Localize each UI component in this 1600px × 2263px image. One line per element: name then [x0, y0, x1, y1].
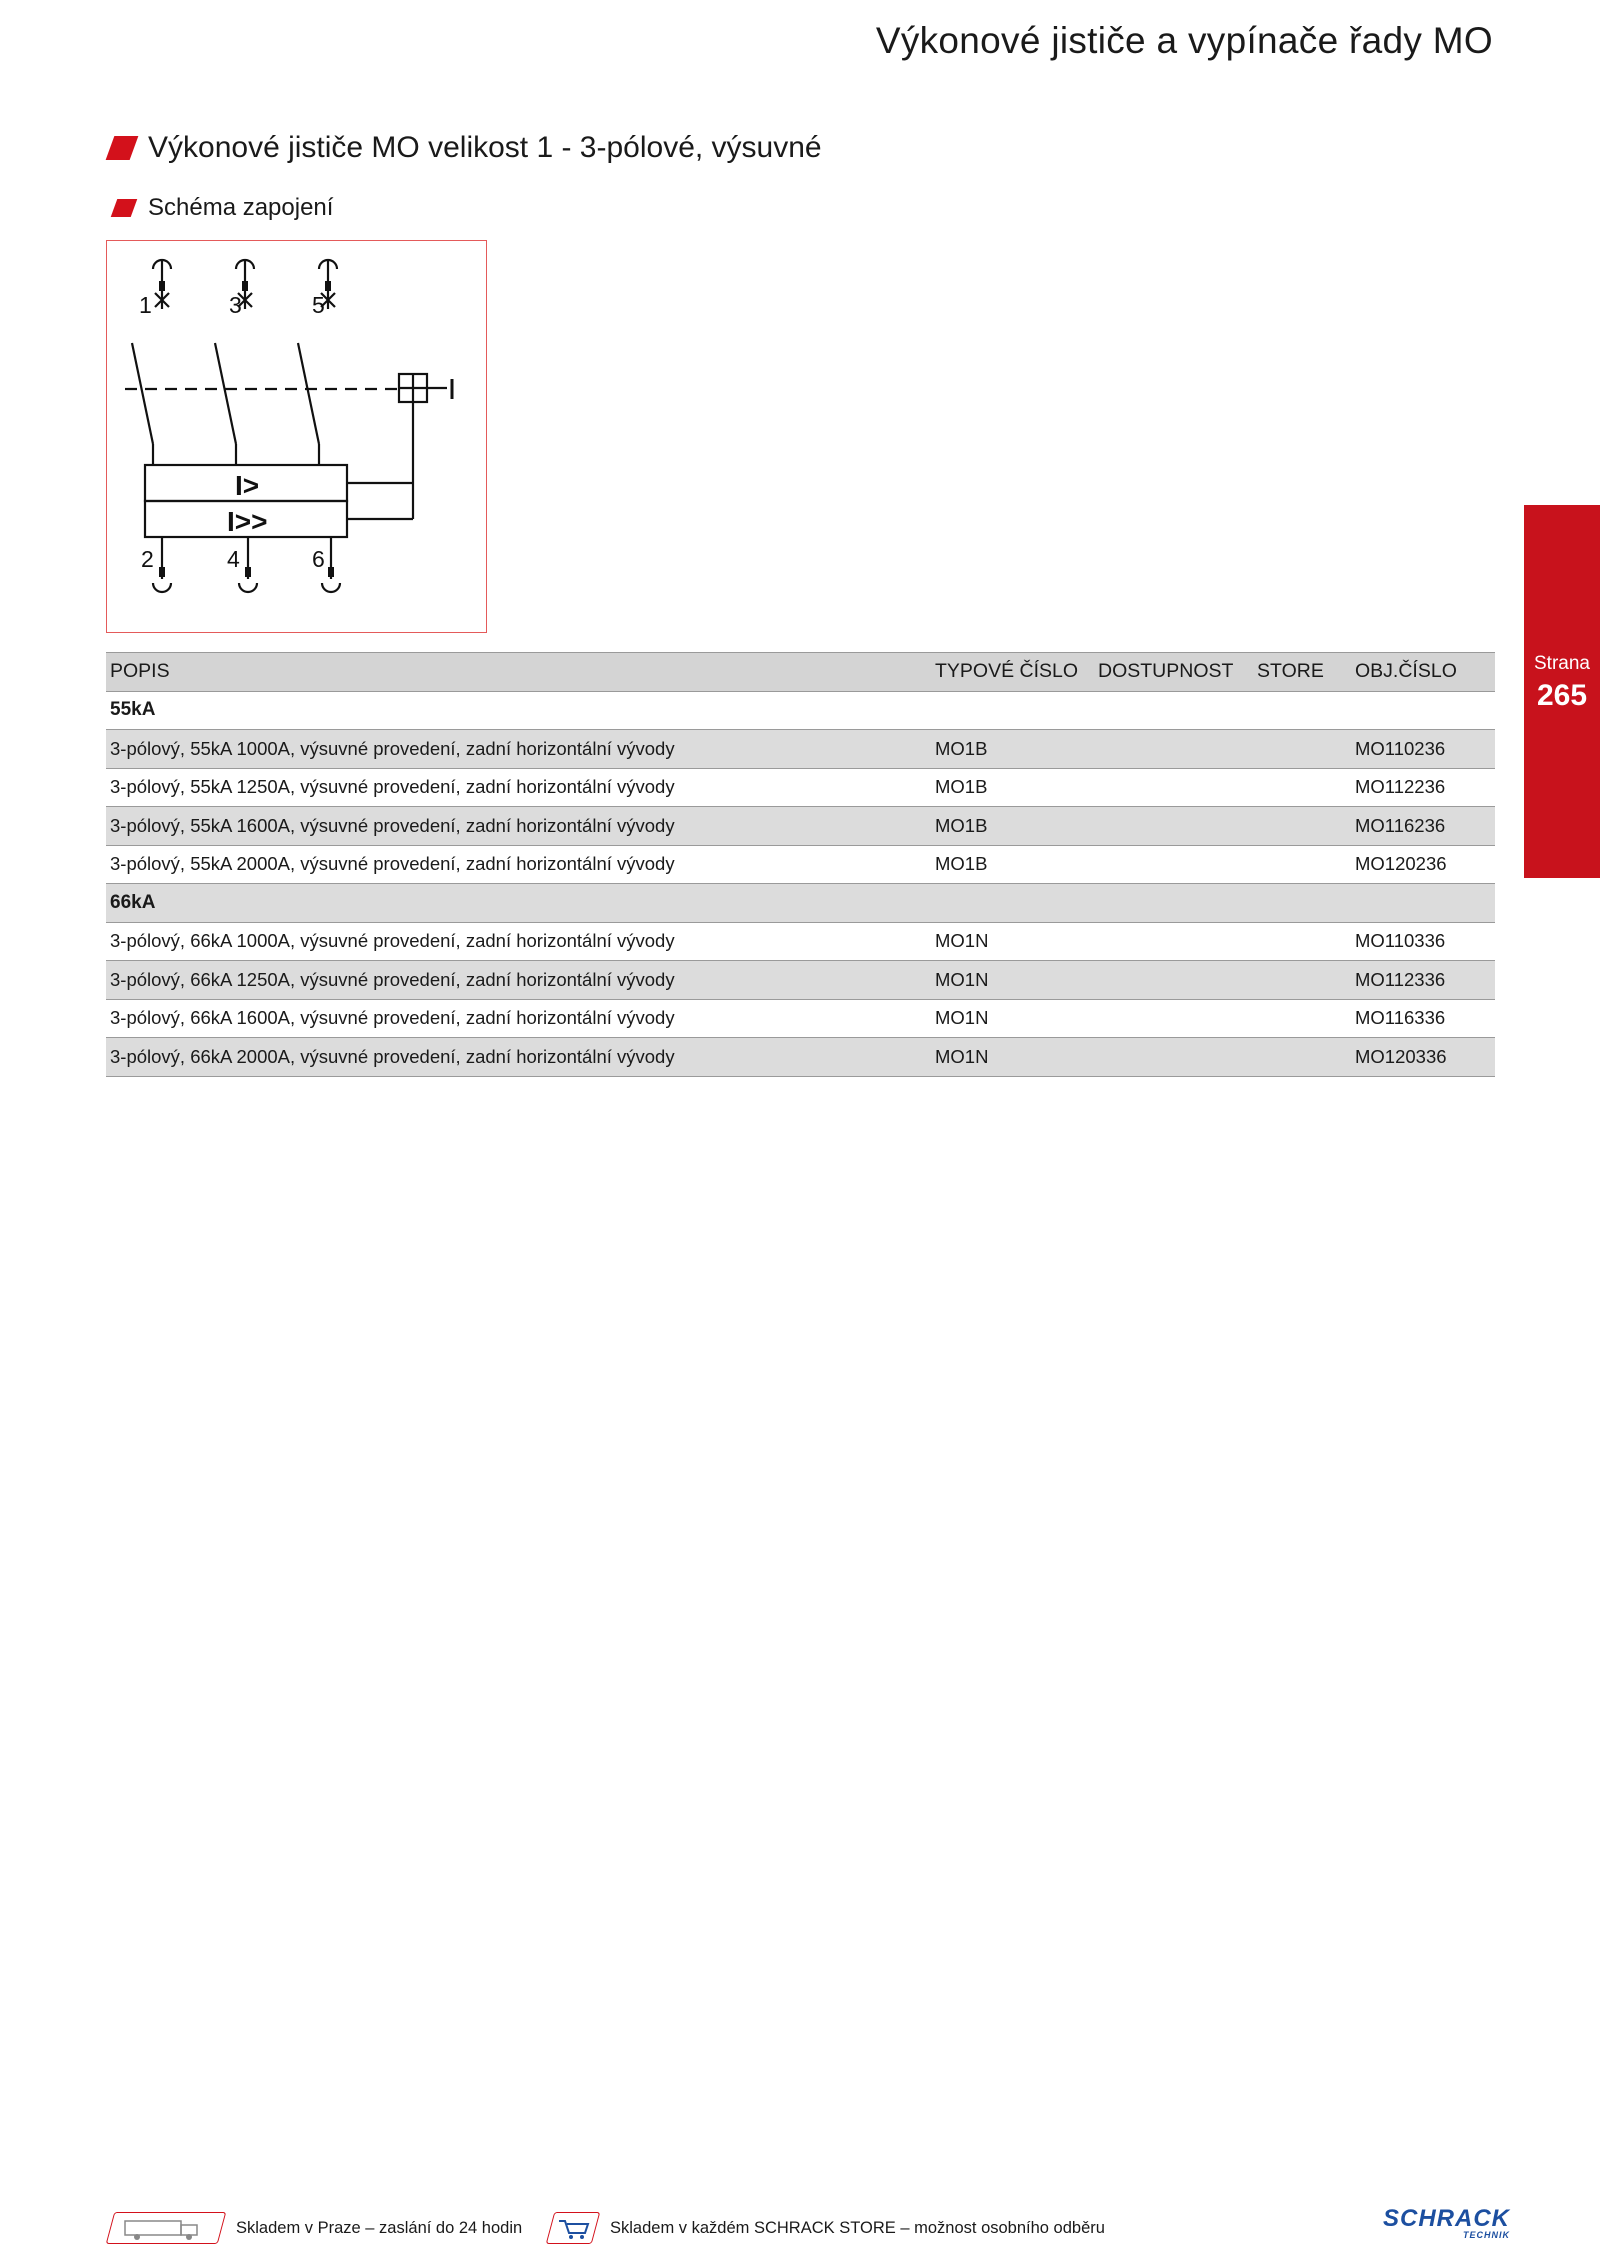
table-row [106, 999, 1495, 1038]
section-heading-text: Výkonové jističe MO velikost 1 - 3-pólové, výsuvné [148, 131, 822, 164]
sub-heading-marker-icon [111, 199, 138, 217]
cell-typ: MO1B [931, 768, 1094, 807]
wiring-diagram [106, 240, 487, 633]
cell-obj: MO110336 [1351, 922, 1495, 961]
cell-dostupnost [1094, 961, 1253, 1000]
cell-obj: MO116336 [1351, 999, 1495, 1038]
table-row [106, 922, 1495, 961]
section-marker-icon [106, 136, 139, 160]
table-row [106, 807, 1495, 846]
cell-popis: 3-pólový, 66kA 1000A, výsuvné provedení, zadní horizontální vývody [106, 922, 931, 961]
header-store: STORE [1253, 653, 1351, 692]
cell-dostupnost [1094, 845, 1253, 884]
terminal-label-2: 2 [141, 546, 154, 572]
terminal-label-6: 6 [312, 546, 325, 572]
cell-popis: 3-pólový, 55kA 1250A, výsuvné provedení, zadní horizontální vývody [106, 768, 931, 807]
terminal-label-4: 4 [227, 546, 240, 572]
cell-store [1253, 922, 1351, 961]
cell-dostupnost [1094, 922, 1253, 961]
cell-obj: MO112236 [1351, 768, 1495, 807]
cell-popis: 3-pólový, 55kA 1600A, výsuvné provedení, zadní horizontální vývody [106, 807, 931, 846]
cell-typ: MO1B [931, 845, 1094, 884]
cell-obj: MO116236 [1351, 807, 1495, 846]
header-dostupnost: DOSTUPNOST [1094, 653, 1253, 692]
wiring-diagram-svg [107, 241, 488, 634]
cell-typ: MO1N [931, 922, 1094, 961]
page-title: Výkonové jističe a vypínače řady MO [875, 20, 1493, 61]
cell-store [1253, 807, 1351, 846]
side-tab-label: Strana [1534, 653, 1590, 674]
table-row [106, 961, 1495, 1000]
cell-dostupnost [1094, 768, 1253, 807]
section-heading [110, 131, 822, 165]
header-typove-cislo: TYPOVÉ ČÍSLO [931, 653, 1094, 692]
table-row [106, 845, 1495, 884]
cell-popis: 3-pólový, 55kA 1000A, výsuvné provedení, zadní horizontální vývody [106, 730, 931, 769]
cell-dostupnost [1094, 999, 1253, 1038]
sub-heading [114, 194, 333, 222]
cell-obj: MO120236 [1351, 845, 1495, 884]
cell-typ: MO1B [931, 807, 1094, 846]
table-row [106, 768, 1495, 807]
cell-dostupnost [1094, 1038, 1253, 1077]
terminal-label-1: 1 [139, 292, 152, 318]
table-header-row [106, 653, 1495, 692]
cell-store [1253, 845, 1351, 884]
group-title: 55kA [106, 691, 1495, 730]
page-footer [110, 2205, 1510, 2248]
cell-popis: 3-pólový, 66kA 1250A, výsuvné provedení, zadní horizontální vývody [106, 961, 931, 1000]
cell-popis: 3-pólový, 55kA 2000A, výsuvné provedení, zadní horizontální vývody [106, 845, 931, 884]
shopping-cart-icon [546, 2212, 601, 2244]
switch-contact-2 [215, 343, 236, 444]
logo-main: SCHRACK [1383, 2205, 1510, 2232]
group-row [106, 884, 1495, 923]
group-row [106, 691, 1495, 730]
product-table [106, 652, 1495, 1077]
footer-store [550, 2208, 1105, 2248]
footer-delivery-text: Skladem v Praze – zaslání do 24 hodin [236, 2218, 523, 2237]
cell-typ: MO1N [931, 961, 1094, 1000]
cell-store [1253, 730, 1351, 769]
cell-dostupnost [1094, 807, 1253, 846]
cell-store [1253, 768, 1351, 807]
relay-label-upper: I> [235, 470, 260, 501]
cell-dostupnost [1094, 730, 1253, 769]
cell-obj: MO112336 [1351, 961, 1495, 1000]
switch-contact-1 [132, 343, 153, 444]
cell-store [1253, 1038, 1351, 1077]
logo-sub: TECHNIK [1463, 2230, 1510, 2240]
relay-label-lower: I>> [227, 506, 268, 537]
cell-obj: MO120336 [1351, 1038, 1495, 1077]
cell-store [1253, 999, 1351, 1038]
cell-store [1253, 961, 1351, 1000]
cell-popis: 3-pólový, 66kA 2000A, výsuvné provedení, zadní horizontální vývody [106, 1038, 931, 1077]
group-title: 66kA [106, 884, 1495, 923]
delivery-truck-icon [106, 2212, 227, 2244]
footer-store-text: Skladem v každém SCHRACK STORE – možnost osobního odběru [610, 2218, 1105, 2237]
table-row [106, 730, 1495, 769]
cell-obj: MO110236 [1351, 730, 1495, 769]
schrack-logo [1383, 2205, 1510, 2240]
bottom-terminal-2 [153, 537, 171, 592]
footer-delivery [110, 2208, 522, 2248]
cell-typ: MO1B [931, 730, 1094, 769]
cell-typ: MO1N [931, 1038, 1094, 1077]
cell-popis: 3-pólový, 66kA 1600A, výsuvné provedení, zadní horizontální vývody [106, 999, 931, 1038]
cell-typ: MO1N [931, 999, 1094, 1038]
header-popis: POPIS [106, 653, 931, 692]
header-obj-cislo: OBJ.ČÍSLO [1351, 653, 1495, 692]
table-row [106, 1038, 1495, 1077]
bottom-terminal-4 [239, 537, 257, 592]
sub-heading-text: Schéma zapojení [148, 194, 334, 221]
terminal-label-3: 3 [229, 292, 242, 318]
switch-contact-3 [298, 343, 319, 444]
page-number: 265 [1536, 679, 1588, 712]
terminal-label-5: 5 [312, 292, 325, 318]
page-side-tab [1524, 505, 1600, 878]
